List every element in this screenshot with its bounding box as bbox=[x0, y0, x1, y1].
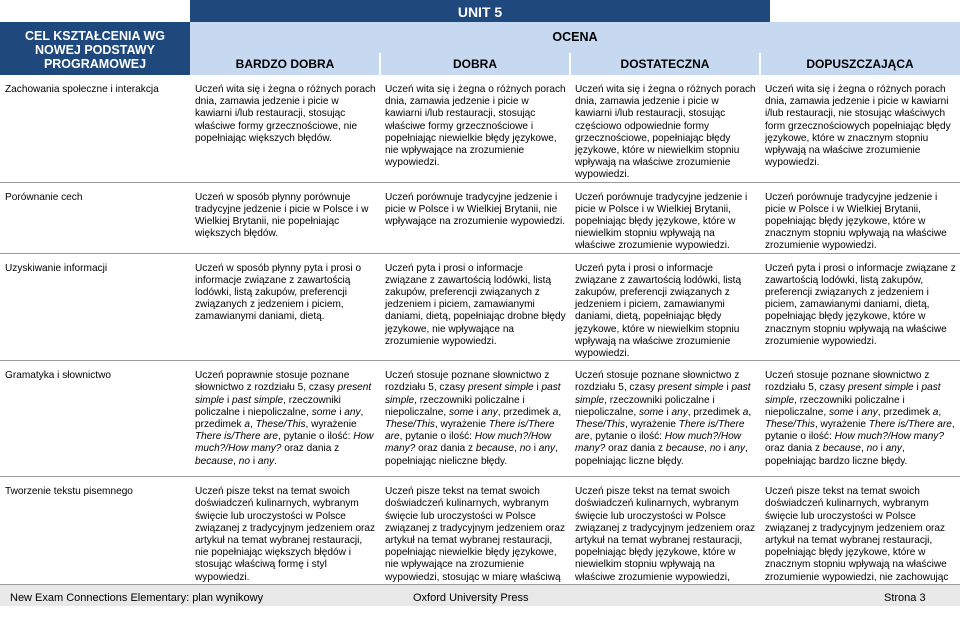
table-row bbox=[0, 75, 960, 182]
cell-good: Uczeń pyta i prosi o informacje związane z zawartością lodówki, listą zakupów, preferencji związanych z jedzeniem i piciem, zamawianymi daniami, dietą, popełniając drobne błędy językowe, nie wpływające na zrozumienie wypowiedzi. bbox=[380, 253, 570, 361]
footer-title: New Exam Connections Elementary: plan wynikowy bbox=[10, 592, 264, 604]
footer-page-number: Strona 3 bbox=[884, 592, 926, 604]
cell-sufficient: Uczeń stosuje poznane słownictwo z rozdziału 5, czasy present simple i past simple, rzeczowniki policzalne i niepoliczalne, some i any, przedimek a, These/This, wyrażenie There is/There are, pytanie o ilość: How much?/How many? oraz dania z because, no i any, popełniając bardzo liczne błędy. bbox=[760, 361, 960, 477]
grade-sufficient: DOPUSZCZAJĄCA bbox=[760, 53, 960, 75]
cell-sufficient: Uczeń pisze tekst na temat swoich doświadczeń kulinarnych, wybranym święcie lub uroczystości w Polsce związanej z tradycyjnym jedzeniem oraz artykuł na temat wybranej restauracji, popełniając błędy językowe, które w znacznym stopniu wpływają na właściwe zrozumienie wypowiedzi, nie zachowując bbox=[760, 477, 960, 623]
grade-good: DOBRA bbox=[380, 53, 570, 75]
goal-header bbox=[0, 22, 190, 75]
table-row bbox=[0, 361, 960, 477]
grade-very-good: BARDZO DOBRA bbox=[190, 53, 380, 75]
cell-good: Uczeń wita się i żegna o różnych porach dnia, zamawia jedzenie i picie w kawiarni i/lub restauracji, stosując właściwe formy grzecznościowe i popełniając niewielkie błędy językowe, nie wpływające na zrozumienie wypowiedzi. bbox=[385, 84, 566, 169]
goal-header-line-1: CEL KSZTAŁCENIA WG bbox=[24, 29, 166, 43]
cell-very-good: Uczeń w sposób płynny pyta i prosi o informacje związane z zawartością lodówki, listą zakupów, preferencji związanych z jedzeniem i piciem, zamawianymi daniami, dietą. bbox=[190, 253, 380, 361]
row-category: Gramatyka i słownictwo bbox=[0, 361, 190, 477]
cell-good: Uczeń stosuje poznane słownictwo z rozdziału 5, czasy present simple i past simple, rzeczowniki policzalne i niepoliczalne, some i any, przedimek a, These/This, wyrażenie There is/There are, pytanie o ilość: How much?/How many? oraz dania z because, no i any, popełniając nieliczne błędy. bbox=[380, 361, 570, 477]
cell-satisfactory: Uczeń pyta i prosi o informacje związane z zawartością lodówki, listą zakupów, preferencji związanych z jedzeniem i piciem, zamawianymi daniami, dietą, popełniając błędy językowe, które w niewielkim stopniu wpływają na właściwe zrozumienie wypowiedzi. bbox=[570, 253, 760, 361]
cell-sufficient: Uczeń wita się i żegna o różnych porach dnia, zamawia jedzenie i picie w kawiarni i/lub restauracji, nie stosując właściwych form grzecznościowych popełniając błędy językowe, które w znacznym stopniu wpływają na właściwe zrozumienie wypowiedzi. bbox=[765, 84, 951, 169]
assessment-table bbox=[0, 75, 960, 623]
cell-good: Uczeń porównuje tradycyjne jedzenie i picie w Polsce i w Wielkiej Brytanii, nie wpływające na zrozumienie wypowiedzi. bbox=[380, 182, 570, 253]
cell-very-good: Uczeń wita się i żegna o różnych porach dnia, zamawia jedzenie i picie w kawiarni i/lub restauracji, stosując właściwe formy grzecznościowe, nie popełniając większych błędów. bbox=[195, 84, 376, 144]
row-category: Tworzenie tekstu pisemnego bbox=[0, 477, 190, 623]
grade-satisfactory: DOSTATECZNA bbox=[570, 53, 760, 75]
row-category: Zachowania społeczne i interakcja bbox=[5, 84, 159, 95]
cell-good: Uczeń pisze tekst na temat swoich doświadczeń kulinarnych, wybranym święcie lub uroczystości w Polsce związanej z tradycyjnym jedzeniem oraz artykuł na temat wybranej restauracji, popełniając niewielkie błędy językowe, nie wpływające na zrozumienie wypowiedzi, stosując w miarę właściwą bbox=[380, 477, 570, 623]
goal-header-line-2: NOWEJ PODSTAWY bbox=[35, 43, 155, 57]
cell-very-good: Uczeń w sposób płynny porównuje tradycyjne jedzenie i picie w Polsce i w Wielkiej Brytanii, nie popełniając większych błędów. bbox=[190, 182, 380, 253]
grade-header: OCENA bbox=[190, 22, 960, 53]
table-row bbox=[0, 253, 960, 361]
table-row bbox=[0, 182, 960, 253]
goal-header-line-3: PROGRAMOWEJ bbox=[43, 57, 147, 71]
cell-very-good: Uczeń poprawnie stosuje poznane słownictwo z rozdziału 5, czasy present simple i past simple, rzeczowniki policzalne i niepoliczalne, some i any, przedimek a, These/This, wyrażenie There is/There are, pytanie o ilość: How much?/How many? oraz dania z because, no i any. bbox=[190, 361, 380, 477]
cell-satisfactory: Uczeń pisze tekst na temat swoich doświadczeń kulinarnych, wybranym święcie lub uroczystości w Polsce związanej z tradycyjnym jedzeniem oraz artykuł na temat wybranej restauracji, popełniając błędy językowe, które w niewielkim stopniu wpływają na właściwe zrozumienie wypowiedzi, bbox=[570, 477, 760, 623]
row-category: Uzyskiwanie informacji bbox=[0, 253, 190, 361]
unit-title: UNIT 5 bbox=[190, 0, 770, 22]
cell-satisfactory: Uczeń porównuje tradycyjne jedzenie i picie w Polsce i w Wielkiej Brytanii, popełniając błędy językowe, które w niewielkim stopniu wpływają na właściwe zrozumienie wypowiedzi. bbox=[570, 182, 760, 253]
row-category: Porównanie cech bbox=[0, 182, 190, 253]
page-footer bbox=[0, 584, 960, 606]
cell-sufficient: Uczeń pyta i prosi o informacje związane z zawartością lodówki, listą zakupów, preferencji związanych z jedzeniem i piciem, zamawianymi daniami, dietą, popełniając błędy językowe, które w znacznym stopniu wpływają na właściwe zrozumienie wypowiedzi. bbox=[760, 253, 960, 361]
cell-very-good: Uczeń pisze tekst na temat swoich doświadczeń kulinarnych, wybranym święcie lub uroczystości w Polsce związanej z tradycyjnym jedzeniem oraz artykuł na temat wybranej restauracji, nie popełniając większych błędów i stosując właściwą formę i styl wypowiedzi. bbox=[190, 477, 380, 623]
grade-divider bbox=[379, 53, 381, 75]
cell-sufficient: Uczeń porównuje tradycyjne jedzenie i picie w Polsce i w Wielkiej Brytanii, popełniając błędy językowe, które w znacznym stopniu wpływają na właściwe zrozumienie wypowiedzi. bbox=[760, 182, 960, 253]
grade-divider bbox=[569, 53, 571, 75]
cell-satisfactory: Uczeń wita się i żegna o różnych porach dnia, zamawia jedzenie i picie w kawiarni i/lub restauracji, stosując częściowo odpowiednie formy grzecznościowe, popełniając błędy językowe, które w niewielkim stopniu wpływają na właściwe zrozumienie wypowiedzi. bbox=[575, 84, 756, 181]
footer-publisher: Oxford University Press bbox=[413, 592, 529, 604]
grade-divider bbox=[759, 53, 761, 75]
cell-satisfactory: Uczeń stosuje poznane słownictwo z rozdziału 5, czasy present simple i past simple, rzeczowniki policzalne i niepoliczalne, some i any, przedimek a, These/This, wyrażenie There is/There are, pytanie o ilość: How much?/How many? oraz dania z because, no i any, popełniając liczne błędy. bbox=[570, 361, 760, 477]
